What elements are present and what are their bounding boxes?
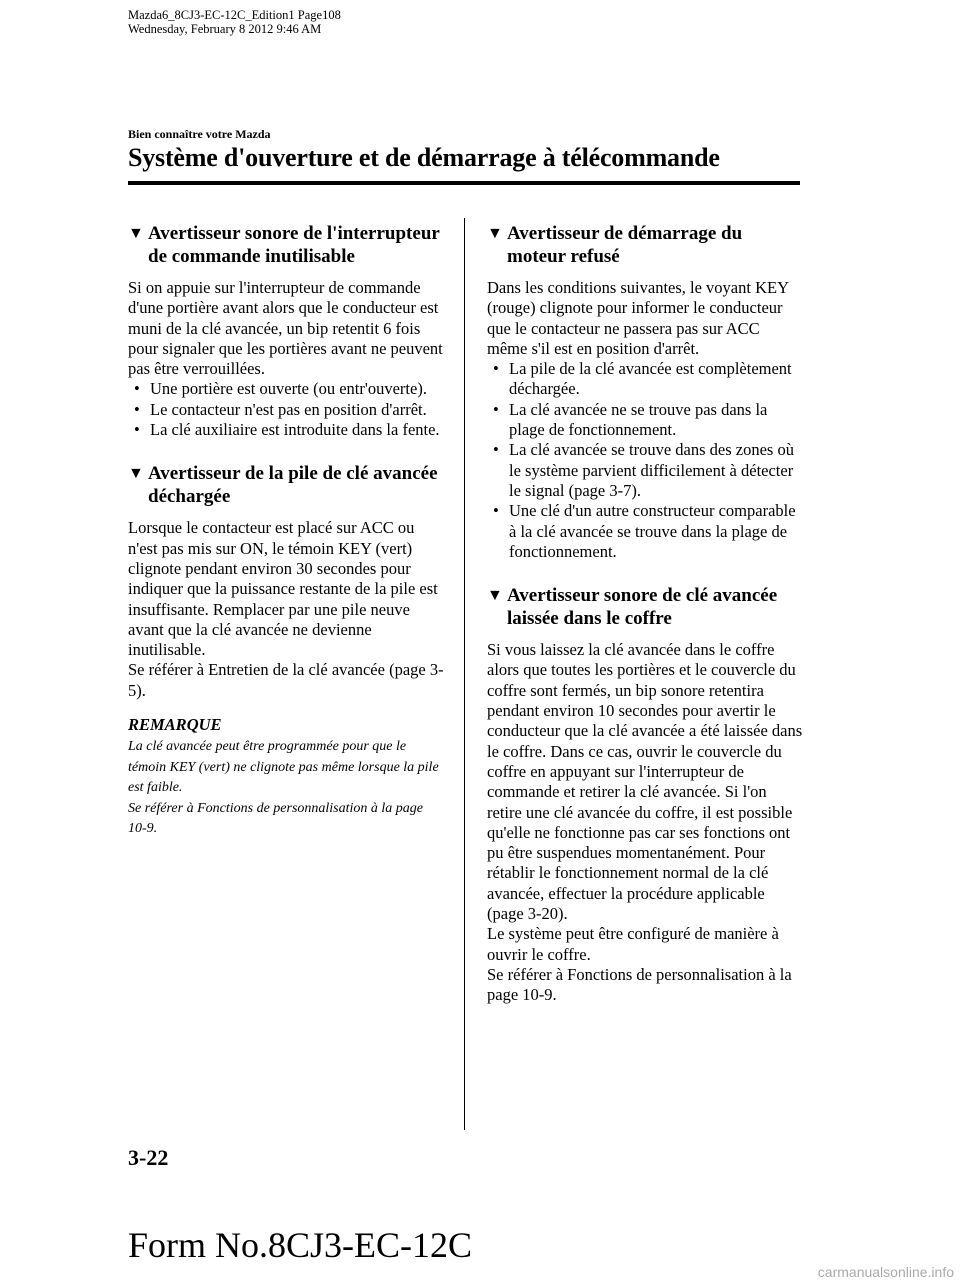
title-rule <box>128 181 800 185</box>
right-column <box>487 222 803 1028</box>
section-heading <box>128 222 444 268</box>
note-box <box>128 715 444 840</box>
list-item <box>128 379 444 399</box>
section-label: Bien connaître votre Mazda <box>128 127 271 141</box>
list-item <box>128 400 444 420</box>
bullet-icon: • <box>134 420 140 440</box>
list-item <box>487 440 803 501</box>
bullet-icon: • <box>493 501 499 521</box>
triangle-icon: ▼ <box>487 225 503 242</box>
triangle-icon: ▼ <box>487 587 503 605</box>
list-item-text: La clé avancée se trouve dans des zones où le système parvient difficilement à détecter le signal (page 3-7). <box>509 440 794 500</box>
paragraph: Si vous laissez la clé avancée dans le coffre alors que toutes les portières et le couvercle du coffre sont fermés, un bip sonore retentira pendant environ 10 secondes pour avertir le conducteur que la clé avancée a été laissée dans le coffre. Dans ce cas, ouvrir le couvercle du coffre en appuyant sur l'interrupteur de commande et retirer la clé avancée. Si l'on retire une clé avancée du coffre, il est possible qu'elle ne fonctionne pas car ses fonctions ont pu être suspendues momentanément. Pour rétablir le fonctionnement normal de la clé avancée, effectuer la procédure applicable (page 3-20). <box>487 640 803 924</box>
list-item-text: Une clé d'un autre constructeur comparable à la clé avancée se trouve dans la plage de fonctionnement. <box>509 501 796 561</box>
bullet-icon: • <box>493 359 499 379</box>
bullet-icon: • <box>493 399 499 419</box>
note-text: Se référer à Fonctions de personnalisation à la page 10-9. <box>128 800 423 837</box>
watermark: carmanualsonline.info <box>817 1264 954 1280</box>
bullet-icon: • <box>493 440 499 460</box>
paragraph: Dans les conditions suivantes, le voyant KEY (rouge) clignote pour informer le conducteur que le contacteur ne passera pas sur ACC même s'il est en position d'arrêt. <box>487 278 789 358</box>
section-heading-text: Avertisseur de démarrage du moteur refusé <box>507 223 743 267</box>
print-metadata-line2: Wednesday, February 8 2012 9:46 AM <box>128 22 322 36</box>
section-heading <box>487 222 803 268</box>
print-metadata <box>128 8 341 36</box>
section-unusable-switch-alarm <box>128 222 444 440</box>
section-heading-text: Avertisseur sonore de l'interrupteur de commande inutilisable <box>148 223 440 267</box>
paragraph: Si on appuie sur l'interrupteur de commande d'une portière avant alors que le conducteur est muni de la clé avancée, un bip retentit 6 fois pour signaler que les portières avant ne peuvent pas être verrouillées. <box>128 278 443 379</box>
list-item-text: Une portière est ouverte (ou entr'ouverte). <box>150 379 427 399</box>
list-item <box>487 359 803 400</box>
left-column <box>128 222 444 862</box>
triangle-icon: ▼ <box>128 225 144 242</box>
note-title: REMARQUE <box>128 715 222 735</box>
paragraph: Lorsque le contacteur est placé sur ACC ou n'est pas mis sur ON, le témoin KEY (vert) clignote pendant environ 30 secondes pour indiquer que la puissance restante de la pile est insuffisante. Remplacer par une pile neuve avant que la clé avancée ne devienne inutilisable. <box>128 518 438 660</box>
list-item <box>128 420 444 440</box>
section-heading <box>128 462 444 508</box>
section-start-refused-alarm <box>487 222 803 562</box>
triangle-icon: ▼ <box>128 465 144 483</box>
bullet-list <box>487 359 803 562</box>
section-low-battery-alarm <box>128 462 444 839</box>
bullet-icon: • <box>134 399 140 419</box>
section-heading-text: Avertisseur sonore de clé avancée laissée dans le coffre <box>507 585 778 630</box>
column-divider <box>464 218 465 1130</box>
section-key-left-in-trunk-alarm <box>487 584 803 1005</box>
print-metadata-line1: Mazda6_8CJ3-EC-12C_Edition1 Page108 <box>128 8 341 22</box>
list-item <box>487 501 803 562</box>
paragraph: Se référer à Entretien de la clé avancée (page 3-5). <box>128 660 444 700</box>
page-number: 3-22 <box>128 1145 169 1170</box>
list-item-text: Le contacteur n'est pas en position d'arrêt. <box>150 399 427 419</box>
paragraph: Le système peut être configuré de manière à ouvrir le coffre. <box>487 924 779 964</box>
list-item-text: La clé auxiliaire est introduite dans la fente. <box>150 420 440 440</box>
form-number: Form No.8CJ3-EC-12C <box>128 1225 473 1265</box>
paragraph: Se référer à Fonctions de personnalisation à la page 10-9. <box>487 964 792 1005</box>
list-item-text: La clé avancée ne se trouve pas dans la plage de fonctionnement. <box>509 399 768 440</box>
list-item <box>487 400 803 441</box>
bullet-list <box>128 379 444 440</box>
page-title: Système d'ouverture et de démarrage à télécommande <box>128 143 720 172</box>
bullet-icon: • <box>134 379 140 399</box>
section-heading <box>487 584 803 630</box>
section-heading-text: Avertisseur de la pile de clé avancée déchargée <box>148 463 438 508</box>
list-item-text: La pile de la clé avancée est complètement déchargée. <box>509 359 792 399</box>
note-text: La clé avancée peut être programmée pour que le témoin KEY (vert) ne clignote pas même lorsque la pile est faible. <box>128 739 439 796</box>
